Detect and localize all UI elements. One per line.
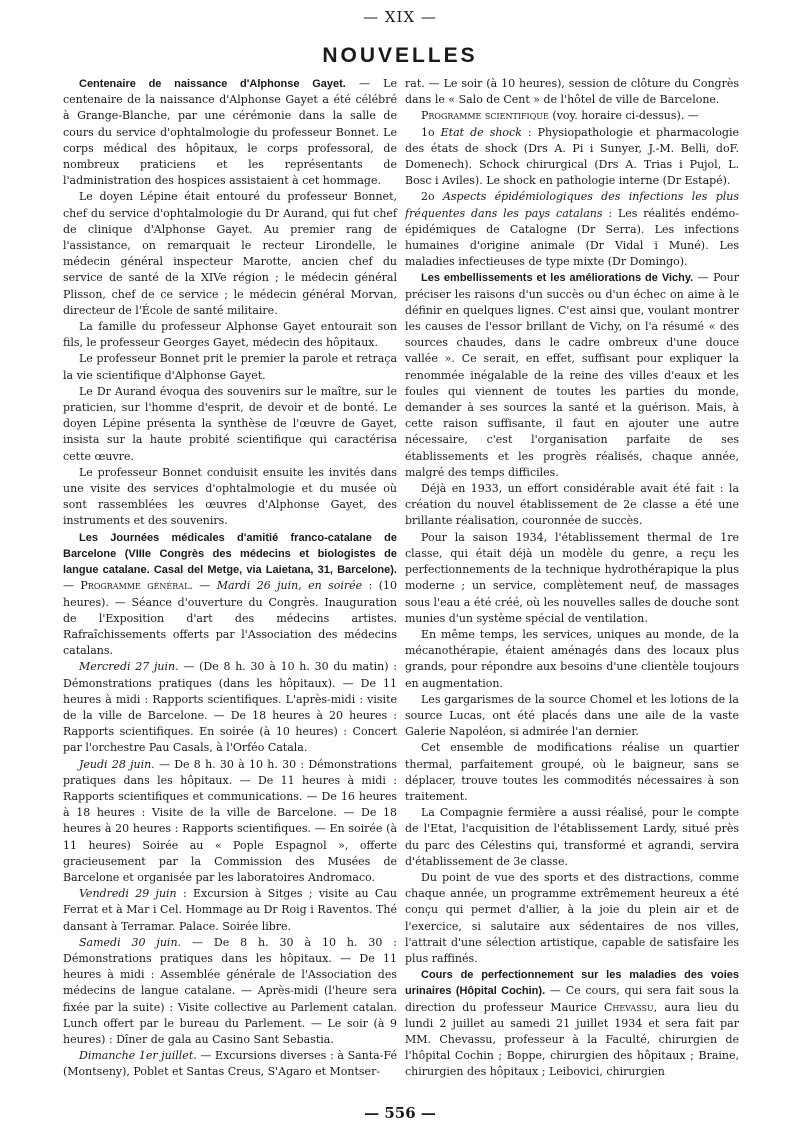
program-day-saturday: Samedi 30 juin. — De 8 h. 30 à 10 h. 30 : Démonstrations pratiques dans les hôpitaux. — De 11 heures à midi : Assemblée générale de l'Association des médecins de langue catalane. — Après-midi (l'heure sera fixée par la suite) : Visite collective au Parlement catalan. Lunch offert par le bureau du Parlement. — Le soir (à 9 heures) : Dîner de gala au Casino Sant Sebastia. [63,935,397,1046]
paragraph: Le professeur Bonnet conduisit ensuite les invités dans une visite des services d'ophtalmologie et du musée où sont rassemblées les œuvres d'Alphonse Gayet, des instruments et des souvenirs. [63,465,397,528]
program-day-friday: Vendredi 29 juin : Excursion à Sitges ; visite au Cau Ferrat et à Mar i Cel. Hommage au Dr Roig i Raventos. Thé dansant à Terramar. Palace. Soirée libre. [63,887,397,933]
program-item-1: 1o Etat de shock : Physiopathologie et pharmacologie des états de shock (Drs A. Pi i Sunyer, J.-M. Belli, doF. Domenech). Schock chirurgical (Drs A. Trias i Pujol, L. Bosc i Aviles). Le shock en pathologie interne (Dr Estapé). [405,125,739,188]
paragraph: Le doyen Lépine était entouré du professeur Bonnet, chef du service d'ophtalmologie du Dr Aurand, qui fut chef de clinique d'Alphonse Gayet. Au premier rang de l'assistance, on remarquait le recteur Lirondelle, le médecin général inspecteur Marotte, ancien chef du service de santé de la XIVe région ; le médecin général Plisson, chef de ce service ; le médecin général Morvan, directeur de l'École de santé militaire. [63,190,397,317]
cours-heading: Cours de perfectionnement sur les maladies des voies urinaires (Hôpital Cochin). [405,969,739,998]
gayet-heading: Centenaire de naissance d'Alphonse Gayet. [79,78,346,90]
journees-paragraph: Les Journées médicales d'amitié franco-catalane de Barcelone (VIIIe Congrès des médecins et biologistes de langue catalane. Casal del Metge, via Laietana, 31, Barcelone). — Programme général. — Mardi 26 juin, en soirée : (10 heures). — Séance d'ouverture du Congrès. Inauguration de l'Exposition d'art des médecins artistes. Rafraîchissements offerts par l'Association des médecins catalans. [63,531,398,658]
vichy-paragraph: Les embellissements et les améliorations de Vichy. — Pour préciser les raisons d'un succès ou d'un échec on aime à le définir en quelques lignes. C'est ainsi que, voulant montrer les causes de l'essor brillant de Vichy, on l'a résumé « des sources chaudes, dans le cadre ombreux d'une douce vallée ». Ce serait, en effet, suffisant pour expliquer la renommée inégalable de la reine des villes d'eaux et les foules qui viennent de toutes les parties du monde, demander à ses sources la santé et la guérison. Mais, à cette raison suffisante, il faut en ajouter une autre nécessaire, c'est l'organisation parfaite de ses établissements et les progrès réalisés, chaque année, malgré des temps difficiles. [405,271,739,479]
section-title: NOUVELLES [322,44,478,67]
paragraph: La Compagnie fermière a aussi réalisé, pour le compte de l'Etat, l'acquisition de l'établissement Lardy, situé près du parc des Célestins qui, transformé et agrandi, servira d'établissement de 3e classe. [405,806,739,868]
cours-paragraph: Cours de perfectionnement sur les maladies des voies urinaires (Hôpital Cochin). — Ce cours, qui sera fait sous la direction du professeur Maurice Chevassu, aura lieu du lundi 2 juillet au samedi 21 juillet 1934 et sera fait par MM. Chevassu, professeur à la Faculté, chirurgien de l'hôpital Cochin ; Boppe, chirurgien des hôpitaux ; Braine, chirurgien des hôpitaux ; Leibovici, chirurgien [405,969,739,1079]
paragraph: Le Dr Aurand évoqua des souvenirs sur le maître, sur le praticien, sur l'homme d'esprit, de devoir et de bonté. Le doyen Lépine présenta la synthèse de l'œuvre de Gayet, insista sur la haute probité scientifique qui caractérisa cette œuvre. [63,384,397,463]
paragraph: Le professeur Bonnet prit le premier la parole et retraça la vie scientifique d'Alphonse Gayet. [63,352,397,382]
left-column [63,76,397,1081]
paragraph: Pour la saison 1934, l'établissement thermal de 1re classe, qui était déjà un modèle du genre, a reçu les perfectionnements de la technique hydrothérapique la plus moderne ; un service, complètement neuf, de massages sous l'eau a été créé, où les nouvelles salles de douche sont munies d'un système spécial de ventilation. [405,530,739,625]
vichy-heading: Les embellissements et les améliorations de Vichy. [421,272,694,285]
program-item-2: 2o Aspects épidémiologiques des infections les plus fréquentes dans les pays catalans : Les réalités endémo-épidémiques de Catalogne (Dr Serra). Les infections humaines d'origine animale (Dr Vidal i Muné). Les maladies infectieuses de type mixte (Dr Domingo). [405,190,739,269]
paragraph: En même temps, les services, uniques au monde, de la mécanothérapie, étaient aménagés dans des locaux plus grands, pour répondre aux besoins d'une clientèle toujours en augmentation. [405,627,739,690]
gayet-paragraph: Centenaire de naissance d'Alphonse Gayet. — Le centenaire de la naissance d'Alphonse Gayet a été célébré à Grange-Blanche, par une cérémonie dans la salle de cours du service d'ophtalmologie du professeur Bonnet. Le corps médical des hôpitaux, le corps professoral, de nombreux praticiens et les représentants de l'administration des hospices assistaient à cet hommage. [63,77,397,188]
program-day-sunday: Dimanche 1er juillet. — Excursions diverses : à Santa-Fé (Montseny), Poblet et Santas Creus, S'Agaro et Montser- [63,1049,397,1079]
paragraph: rat. — Le soir (à 10 heures), session de clôture du Congrès dans le « Salo de Cent » de l'hôtel de ville de Barcelone. [405,77,739,107]
page-number: — 556 — [364,1104,436,1122]
paragraph: Du point de vue des sports et des distractions, comme chaque année, un programme extrêmement heureux a été conçu qui permet d'allier, à la joie du plein air et de l'exercice, si salutaire aux sédentaires de nos villes, l'attrait d'une sélection artistique, capable de satisfaire les plus raffinés. [405,870,739,965]
program-day-wednesday: Mercredi 27 juin. — (De 8 h. 30 à 10 h. 30 du matin) : Démonstrations pratiques (dans les hôpitaux). — De 11 heures à midi : Rapports scientifiques. L'après-midi : visite de la ville de Barcelone. — De 18 heures à 20 heures : Rapports scientifiques. En soirée (à 10 heures) : Concert par l'orchestre Pau Casals, à l'Orféo Catala. [63,660,397,755]
program-day-thursday: Jeudi 28 juin. — De 8 h. 30 à 10 h. 30 : Démonstrations pratiques dans les hôpitaux. — De 11 heures à midi : Rapports scientifiques et communications. — De 16 heures à 18 heures : Visite de la ville de Barcelone. — De 18 heures à 20 heures : Rapports scientifiques. — En soirée (à 11 heures) Soirée au « Pople Espagnol », offerte gracieusement par la Commission des Musées de Barcelone et organisée par les laboratoires Andromaco. [63,757,397,884]
paragraph: Cet ensemble de modifications réalise un quartier thermal, parfaitement groupé, où le baigneur, sans se déplacer, trouve toutes les commodités nécessaires à son traitement. [405,741,739,803]
journees-heading: Les Journées médicales d'amitié franco-catalane de Barcelone (VIIIe Congrès des médecins et biologistes de langue catalane. Casal del Metge, via Laietana, 31, Barcelone). [63,531,397,577]
paragraph: Déjà en 1933, un effort considérable avait été fait : la création du nouvel établissement de 2e classe a été une brillante réalisation, couronnée de succès. [405,482,739,528]
paragraph: La famille du professeur Alphonse Gayet entourait son fils, le professeur Georges Gayet, médecin des hôpitaux. [63,320,397,350]
right-column [405,76,739,1081]
paragraph: Les gargarismes de la source Chomel et les lotions de la source Lucas, ont été placés dans une aile de la vaste Galerie Napoléon, si admirée l'an dernier. [405,692,739,739]
page-header: — XIX — [363,8,437,26]
scientific-program: Programme scientifique (voy. horaire ci-dessus). — [421,109,699,123]
